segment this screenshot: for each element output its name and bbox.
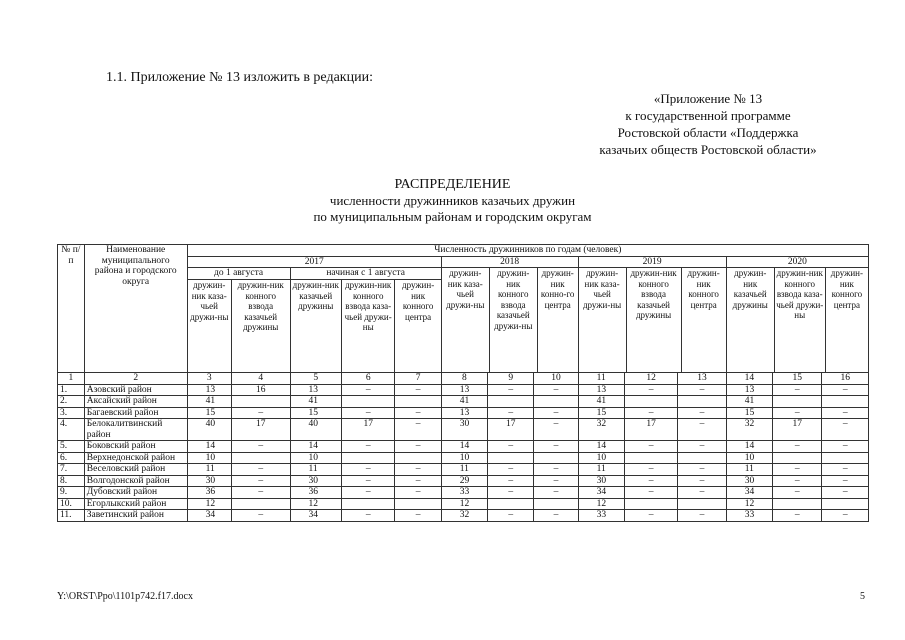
header-district-name: Наименование муниципального района и городского округа <box>84 245 187 373</box>
value-cell: – <box>231 441 290 453</box>
value-cell <box>822 396 869 408</box>
value-cell: – <box>395 475 441 487</box>
value-cell: – <box>624 441 678 453</box>
value-cell: 41 <box>441 396 487 408</box>
index-cell: 13 <box>678 373 726 385</box>
value-cell <box>231 396 290 408</box>
footer-file-path: Y:\ORST\Ppo\1101p742.f17.docx <box>57 591 193 602</box>
value-cell: – <box>822 407 869 419</box>
value-cell: – <box>534 441 578 453</box>
value-cell: – <box>822 510 869 522</box>
value-cell <box>773 498 822 510</box>
value-cell: – <box>624 464 678 476</box>
index-cell: 1 <box>58 373 85 385</box>
header-2020-sub <box>726 268 868 373</box>
header-col-10: дружин-ник конно-го центра <box>540 268 575 310</box>
header-col-9: дружин-ник конного взвода казачьей дружи-ны <box>490 268 538 372</box>
district-name: Багаевский район <box>84 407 187 419</box>
value-cell: – <box>534 407 578 419</box>
value-cell: – <box>395 384 441 396</box>
row-number: 4. <box>58 419 85 441</box>
value-cell: 11 <box>726 464 772 476</box>
table-row <box>58 487 869 499</box>
value-cell <box>488 452 534 464</box>
value-cell: – <box>534 419 578 441</box>
header-col-7: дружин-ник конного центра <box>395 280 441 373</box>
value-cell: 17 <box>773 419 822 441</box>
document-heading <box>0 177 905 225</box>
value-cell: 14 <box>290 441 341 453</box>
value-cell: 15 <box>187 407 231 419</box>
index-cell: 8 <box>441 373 487 385</box>
header-col-15: дружин-ник конного взвода каза-чьей дружи-ны <box>775 268 826 372</box>
index-cell: 14 <box>726 373 772 385</box>
value-cell: – <box>231 475 290 487</box>
value-cell: – <box>395 407 441 419</box>
value-cell: – <box>773 475 822 487</box>
index-cell: 6 <box>341 373 395 385</box>
value-cell: – <box>341 441 395 453</box>
header-year-2017: 2017 <box>187 256 441 268</box>
value-cell: – <box>624 487 678 499</box>
value-cell: – <box>341 407 395 419</box>
value-cell <box>488 396 534 408</box>
value-cell: – <box>678 441 726 453</box>
value-cell: 33 <box>578 510 624 522</box>
value-cell: – <box>822 475 869 487</box>
value-cell: 10 <box>290 452 341 464</box>
value-cell <box>822 498 869 510</box>
value-cell <box>488 498 534 510</box>
value-cell: – <box>341 475 395 487</box>
value-cell: 40 <box>187 419 231 441</box>
value-cell: 33 <box>726 510 772 522</box>
header-year-2020: 2020 <box>726 256 868 268</box>
value-cell: 32 <box>578 419 624 441</box>
appendix-header <box>558 90 858 158</box>
value-cell <box>395 452 441 464</box>
footer-page-number: 5 <box>860 591 865 602</box>
table-row <box>58 441 869 453</box>
district-name: Аксайский район <box>84 396 187 408</box>
value-cell: 15 <box>578 407 624 419</box>
value-cell: 12 <box>726 498 772 510</box>
value-cell: – <box>534 487 578 499</box>
value-cell: 15 <box>290 407 341 419</box>
value-cell: – <box>822 419 869 441</box>
value-cell <box>231 452 290 464</box>
header-col-12: дружин-ник конного взвода казачьей дружины <box>627 268 682 372</box>
value-cell: 13 <box>726 384 772 396</box>
index-cell: 4 <box>231 373 290 385</box>
value-cell: – <box>488 487 534 499</box>
index-cell: 2 <box>84 373 187 385</box>
value-cell: – <box>678 384 726 396</box>
value-cell: 12 <box>290 498 341 510</box>
value-cell: 11 <box>441 464 487 476</box>
value-cell: 14 <box>726 441 772 453</box>
value-cell: – <box>488 510 534 522</box>
index-cell: 7 <box>395 373 441 385</box>
row-number: 11. <box>58 510 85 522</box>
index-cell: 15 <box>773 373 822 385</box>
value-cell: – <box>231 464 290 476</box>
value-cell: – <box>341 487 395 499</box>
district-name: Азовский район <box>84 384 187 396</box>
header-col-3: дружин-ник каза-чьей дружи-ны <box>187 280 231 373</box>
value-cell: 17 <box>624 419 678 441</box>
value-cell <box>678 452 726 464</box>
value-cell: – <box>678 475 726 487</box>
table-row <box>58 464 869 476</box>
row-number: 6. <box>58 452 85 464</box>
value-cell: 36 <box>187 487 231 499</box>
value-cell: – <box>488 384 534 396</box>
value-cell: – <box>773 510 822 522</box>
value-cell: – <box>231 510 290 522</box>
value-cell: – <box>678 407 726 419</box>
value-cell: 34 <box>187 510 231 522</box>
value-cell: 13 <box>187 384 231 396</box>
value-cell: 29 <box>441 475 487 487</box>
value-cell: 41 <box>187 396 231 408</box>
value-cell: – <box>534 384 578 396</box>
value-cell: – <box>341 384 395 396</box>
row-number: 2. <box>58 396 85 408</box>
index-cell: 10 <box>534 373 578 385</box>
table-body <box>58 384 869 521</box>
row-number: 3. <box>58 407 85 419</box>
value-cell: 33 <box>441 487 487 499</box>
value-cell: 41 <box>290 396 341 408</box>
value-cell <box>773 396 822 408</box>
value-cell: – <box>534 464 578 476</box>
header-col-8: дружин-ник каза-чьей дружи-ны <box>442 268 490 372</box>
value-cell: – <box>822 384 869 396</box>
header-col-4: дружин-ник конного взвода казачьей дружины <box>231 280 290 373</box>
value-cell: 15 <box>726 407 772 419</box>
index-cell: 11 <box>578 373 624 385</box>
table-row <box>58 419 869 441</box>
index-cell: 5 <box>290 373 341 385</box>
value-cell: 10 <box>187 452 231 464</box>
value-cell: 34 <box>290 510 341 522</box>
value-cell <box>395 498 441 510</box>
row-number: 7. <box>58 464 85 476</box>
appendix-line-1: «Приложение № 13 <box>653 91 763 106</box>
table-row <box>58 396 869 408</box>
value-cell: 13 <box>290 384 341 396</box>
value-cell <box>341 498 395 510</box>
value-cell: – <box>534 510 578 522</box>
header-number: № п/п <box>58 245 85 373</box>
value-cell: 14 <box>187 441 231 453</box>
row-number: 10. <box>58 498 85 510</box>
value-cell <box>534 452 578 464</box>
value-cell: – <box>624 384 678 396</box>
value-cell: 32 <box>726 419 772 441</box>
value-cell: 17 <box>341 419 395 441</box>
district-name: Белокалитвинский район <box>84 419 187 441</box>
value-cell: – <box>488 407 534 419</box>
value-cell: – <box>534 475 578 487</box>
value-cell: 41 <box>578 396 624 408</box>
value-cell <box>624 396 678 408</box>
value-cell <box>624 498 678 510</box>
value-cell: 13 <box>441 384 487 396</box>
value-cell: – <box>488 441 534 453</box>
value-cell: – <box>678 487 726 499</box>
value-cell: 30 <box>290 475 341 487</box>
value-cell: 10 <box>578 452 624 464</box>
value-cell: – <box>395 464 441 476</box>
table-row <box>58 384 869 396</box>
value-cell: – <box>488 464 534 476</box>
district-name: Веселовский район <box>84 464 187 476</box>
row-number: 9. <box>58 487 85 499</box>
value-cell: 13 <box>441 407 487 419</box>
value-cell <box>341 452 395 464</box>
header-col-14: дружин-ник казачьей дружины <box>727 268 775 372</box>
value-cell: – <box>773 407 822 419</box>
value-cell: 41 <box>726 396 772 408</box>
value-cell: 14 <box>578 441 624 453</box>
value-cell: 11 <box>578 464 624 476</box>
value-cell: 36 <box>290 487 341 499</box>
value-cell: 34 <box>578 487 624 499</box>
value-cell: – <box>624 407 678 419</box>
value-cell: – <box>678 510 726 522</box>
value-cell <box>773 452 822 464</box>
value-cell: – <box>678 464 726 476</box>
value-cell: 32 <box>441 510 487 522</box>
value-cell: – <box>341 510 395 522</box>
value-cell: – <box>678 419 726 441</box>
value-cell: – <box>395 487 441 499</box>
index-cell: 3 <box>187 373 231 385</box>
header-2018-sub <box>441 268 578 373</box>
value-cell: 34 <box>726 487 772 499</box>
header-period-from-august: начиная с 1 августа <box>290 268 441 280</box>
heading-line-3: по муниципальным районам и городским округам <box>313 209 592 224</box>
value-cell <box>624 452 678 464</box>
value-cell: 16 <box>231 384 290 396</box>
header-2019-sub <box>578 268 726 373</box>
appendix-line-4: казачьих обществ Ростовской области» <box>599 142 817 157</box>
header-year-2018: 2018 <box>441 256 578 268</box>
value-cell <box>678 396 726 408</box>
value-cell: – <box>822 464 869 476</box>
header-year-2019: 2019 <box>578 256 726 268</box>
value-cell: 14 <box>441 441 487 453</box>
table-row <box>58 475 869 487</box>
value-cell: – <box>773 487 822 499</box>
value-cell: 13 <box>578 384 624 396</box>
value-cell: 17 <box>488 419 534 441</box>
index-cell: 12 <box>624 373 678 385</box>
value-cell <box>822 452 869 464</box>
row-number: 1. <box>58 384 85 396</box>
value-cell: 11 <box>290 464 341 476</box>
value-cell: 12 <box>187 498 231 510</box>
value-cell: – <box>773 384 822 396</box>
value-cell: 30 <box>187 475 231 487</box>
value-cell: 12 <box>578 498 624 510</box>
table-row <box>58 498 869 510</box>
value-cell: – <box>231 407 290 419</box>
value-cell: 40 <box>290 419 341 441</box>
value-cell <box>341 396 395 408</box>
value-cell <box>678 498 726 510</box>
heading-title: РАСПРЕДЕЛЕНИЕ <box>394 177 511 192</box>
value-cell <box>534 498 578 510</box>
header-col-6: дружин-ник конного взвода каза-чьей дружи-ны <box>341 280 395 373</box>
value-cell: 10 <box>441 452 487 464</box>
value-cell: – <box>395 441 441 453</box>
heading-line-2: численности дружинников казачьих дружин <box>329 193 576 208</box>
header-period-before-august: до 1 августа <box>187 268 290 280</box>
value-cell <box>395 396 441 408</box>
district-name: Егорлыкский район <box>84 498 187 510</box>
value-cell: – <box>341 464 395 476</box>
table-row <box>58 407 869 419</box>
index-cell: 16 <box>822 373 869 385</box>
value-cell: – <box>231 487 290 499</box>
value-cell: 17 <box>231 419 290 441</box>
distribution-table <box>57 244 869 522</box>
value-cell <box>231 498 290 510</box>
district-name: Волгодонской район <box>84 475 187 487</box>
value-cell: – <box>773 464 822 476</box>
value-cell: 12 <box>441 498 487 510</box>
value-cell: 10 <box>726 452 772 464</box>
value-cell: 30 <box>578 475 624 487</box>
value-cell: – <box>822 441 869 453</box>
district-name: Дубовский район <box>84 487 187 499</box>
index-cell: 9 <box>488 373 534 385</box>
district-name: Заветинский район <box>84 510 187 522</box>
value-cell: – <box>822 487 869 499</box>
intro-text: 1.1. Приложение № 13 изложить в редакции: <box>106 70 373 85</box>
header-col-11: дружин-ник каза-чьей дружи-ны <box>579 268 627 372</box>
table-row <box>58 510 869 522</box>
header-total: Численность дружинников по годам (человек) <box>187 245 868 257</box>
appendix-line-3: Ростовской области «Поддержка <box>617 125 799 140</box>
value-cell: – <box>395 419 441 441</box>
value-cell <box>534 396 578 408</box>
appendix-line-2: к государственной программе <box>625 108 791 123</box>
district-name: Боковский район <box>84 441 187 453</box>
value-cell: 11 <box>187 464 231 476</box>
value-cell: – <box>773 441 822 453</box>
value-cell: – <box>395 510 441 522</box>
value-cell: 30 <box>441 419 487 441</box>
district-name: Верхнедонской район <box>84 452 187 464</box>
header-col-5: дружин-ник казачьей дружины <box>290 280 341 373</box>
value-cell: – <box>488 475 534 487</box>
row-number: 8. <box>58 475 85 487</box>
value-cell: 30 <box>726 475 772 487</box>
header-col-16: дружин-ник конного центра <box>830 268 863 310</box>
table-row <box>58 452 869 464</box>
value-cell: – <box>624 475 678 487</box>
header-col-13: дружин-ник конного центра <box>687 268 720 310</box>
value-cell: – <box>624 510 678 522</box>
row-number: 5. <box>58 441 85 453</box>
